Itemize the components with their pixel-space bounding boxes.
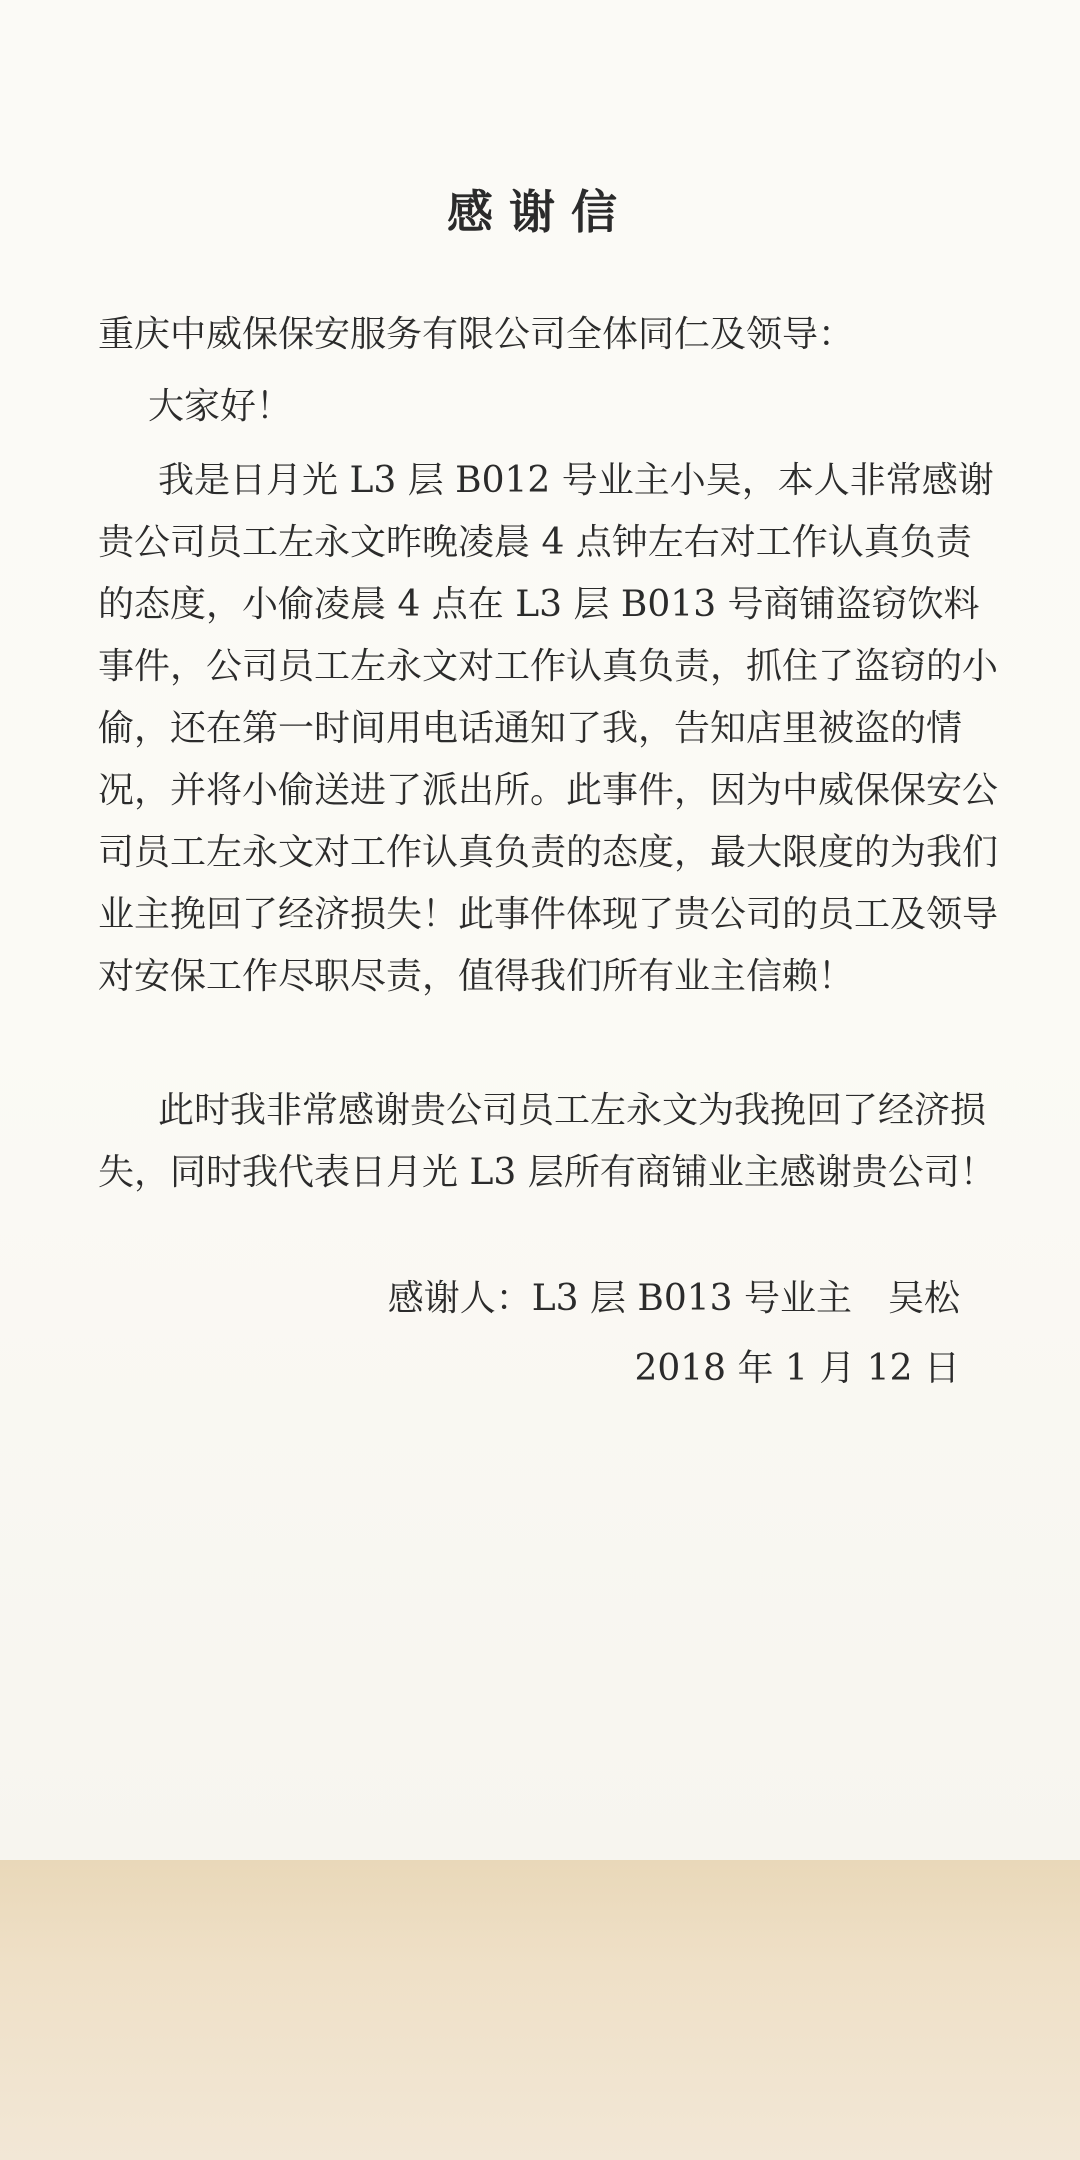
letter-signer: 感谢人：L3 层 B013 号业主 吴松 — [387, 1278, 960, 1319]
letter-paragraph-1: 我是日月光 L3 层 B012 号业主小吴，本人非常感谢贵公司员工左永文昨晚凌晨 4 点钟左右对工作认真负责的态度，小偷凌晨 4 点在 L3 层 B013 号商铺盗窃饮料事件，公司员工左永文对工作认真负责，抓住了盗窃的小偷，还在第一时间用电话通知了我，告知店里被盗的情况，并将小偷送进了派出所。此事件，因为中威保保安公司员工左永文对工作认真负责的态度，最大限度的为我们业主挽回了经济损失！此事件体现了贵公司的员工及领导对安保工作尽职尽责，值得我们所有业主信赖！ — [98, 460, 999, 997]
letter-date: 2018 年 1 月 12 日 — [634, 1348, 960, 1389]
letter-greeting: 重庆中威保保安服务有限公司全体同仁及领导： — [98, 314, 855, 355]
table-surface — [0, 1860, 1080, 2160]
letter-hello: 大家好！ — [148, 386, 293, 427]
letter-title: 感谢信 — [447, 185, 633, 239]
letter-paragraph-2: 此时我非常感谢贵公司员工左永文为我挽回了经济损失，同时我代表日月光 L3 层所有商铺业主感谢贵公司！ — [98, 1090, 996, 1193]
